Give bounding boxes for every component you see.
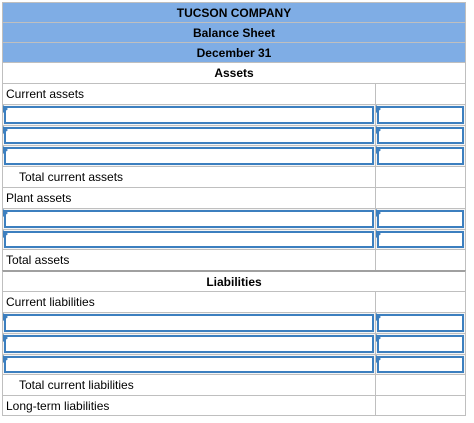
account-name-input[interactable] [4, 335, 374, 353]
current-liability-input-row-2 [2, 333, 466, 354]
dropdown-arrow-icon[interactable] [3, 146, 8, 154]
dropdown-arrow-icon[interactable] [376, 313, 381, 321]
amount-input[interactable] [377, 127, 464, 145]
dropdown-arrow-icon[interactable] [376, 230, 381, 238]
dropdown-arrow-icon[interactable] [376, 355, 381, 363]
dropdown-arrow-icon[interactable] [3, 126, 8, 134]
amount-input[interactable] [377, 106, 464, 124]
total-current-liabilities-row [2, 374, 466, 395]
account-name-input[interactable] [4, 147, 374, 165]
dropdown-arrow-icon[interactable] [376, 126, 381, 134]
plant-assets-label: Plant assets [2, 187, 375, 208]
total-current-assets-value [375, 166, 466, 187]
plant-asset-input-row-2 [2, 229, 466, 250]
total-assets-value [375, 249, 466, 270]
dropdown-arrow-icon[interactable] [3, 105, 8, 113]
current-liabilities-value-cell [375, 291, 466, 312]
statement-title: Balance Sheet [2, 22, 466, 42]
total-current-assets-row [2, 166, 466, 187]
current-liabilities-row [2, 291, 466, 312]
balance-sheet [2, 2, 466, 416]
amount-input[interactable] [377, 210, 464, 228]
company-name: TUCSON COMPANY [2, 2, 466, 22]
account-name-input[interactable] [4, 231, 374, 249]
liabilities-heading: Liabilities [2, 270, 466, 291]
dropdown-arrow-icon[interactable] [376, 105, 381, 113]
plant-assets-value-cell [375, 187, 466, 208]
current-liabilities-label: Current liabilities [2, 291, 375, 312]
current-assets-value-cell [375, 83, 466, 104]
current-liability-input-row-1 [2, 312, 466, 333]
plant-asset-input-row-1 [2, 208, 466, 229]
plant-assets-row [2, 187, 466, 208]
dropdown-arrow-icon[interactable] [376, 209, 381, 217]
amount-input[interactable] [377, 314, 464, 332]
current-asset-input-row-3 [2, 145, 466, 166]
current-assets-row [2, 83, 466, 104]
dropdown-arrow-icon[interactable] [376, 146, 381, 154]
total-assets-label: Total assets [2, 249, 375, 270]
total-current-liabilities-value [375, 374, 466, 395]
amount-input[interactable] [377, 335, 464, 353]
account-name-input[interactable] [4, 356, 374, 374]
dropdown-arrow-icon[interactable] [3, 230, 8, 238]
total-current-assets-label: Total current assets [2, 166, 375, 187]
current-asset-input-row-1 [2, 104, 466, 125]
current-asset-input-row-2 [2, 125, 466, 146]
total-assets-row [2, 249, 466, 270]
assets-heading: Assets [2, 62, 466, 83]
statement-date: December 31 [2, 42, 466, 62]
account-name-input[interactable] [4, 210, 374, 228]
dropdown-arrow-icon[interactable] [3, 355, 8, 363]
amount-input[interactable] [377, 231, 464, 249]
current-assets-label: Current assets [2, 83, 375, 104]
account-name-input[interactable] [4, 127, 374, 145]
dropdown-arrow-icon[interactable] [3, 209, 8, 217]
amount-input[interactable] [377, 147, 464, 165]
account-name-input[interactable] [4, 106, 374, 124]
long-term-liabilities-label: Long-term liabilities [2, 395, 375, 415]
long-term-liabilities-value-cell [375, 395, 466, 415]
amount-input[interactable] [377, 356, 464, 374]
current-liability-input-row-3 [2, 354, 466, 375]
long-term-liabilities-row [2, 395, 466, 416]
dropdown-arrow-icon[interactable] [3, 313, 8, 321]
dropdown-arrow-icon[interactable] [3, 334, 8, 342]
account-name-input[interactable] [4, 314, 374, 332]
dropdown-arrow-icon[interactable] [376, 334, 381, 342]
total-current-liabilities-label: Total current liabilities [2, 374, 375, 395]
